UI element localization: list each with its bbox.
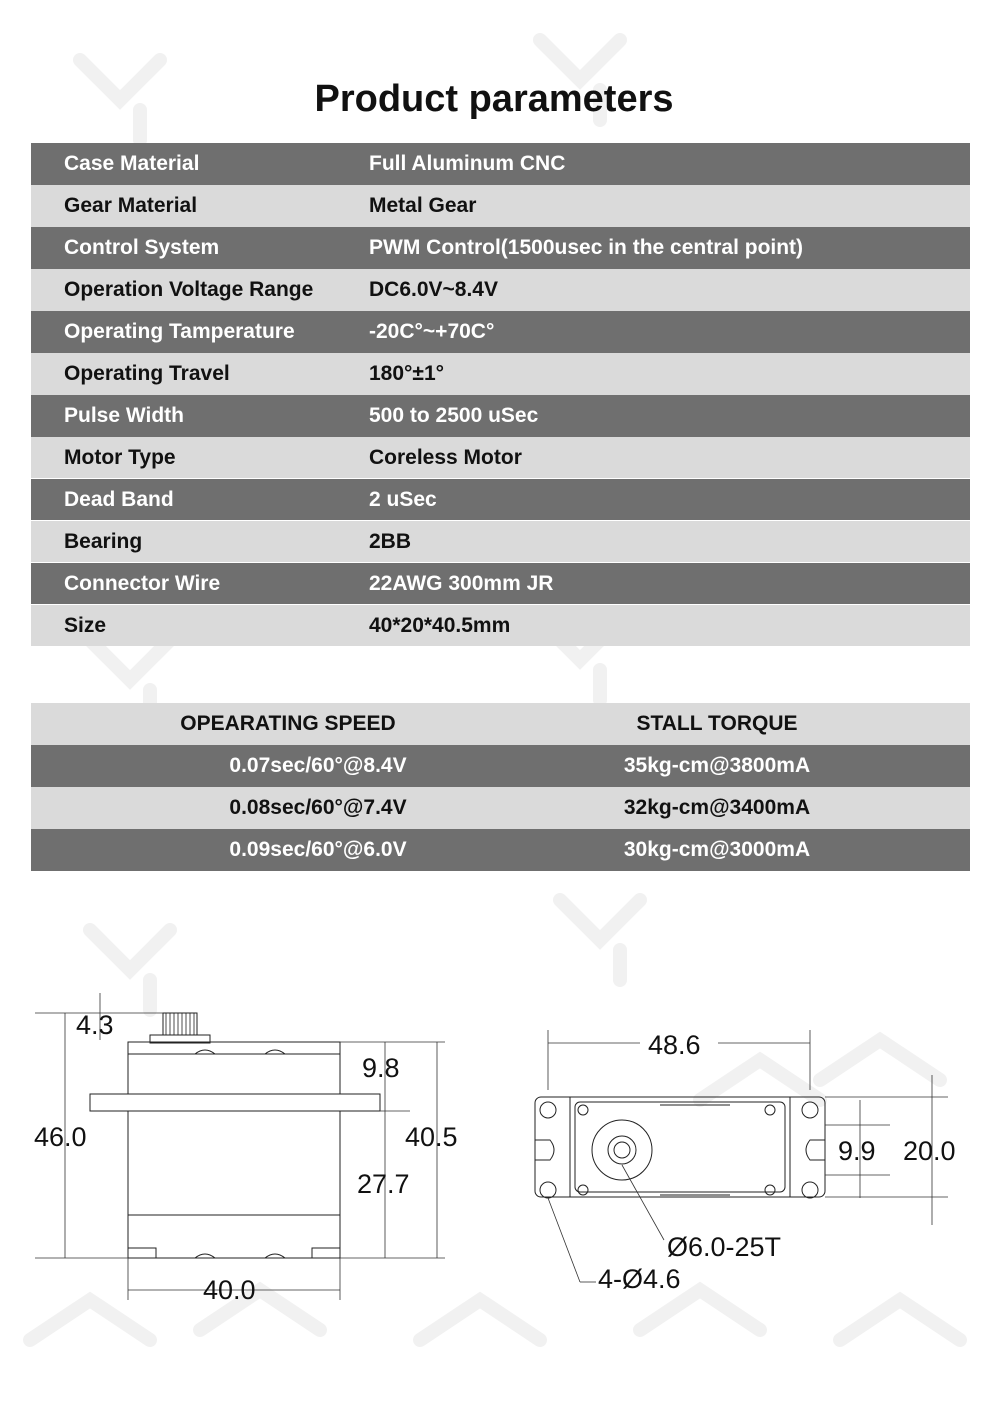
dim-top-width: 20.0 xyxy=(903,1136,956,1166)
param-value: -20C°~+70C° xyxy=(369,319,495,343)
param-label: Motor Type xyxy=(64,445,176,469)
dim-spline-spec: Ø6.0-25T xyxy=(667,1232,782,1262)
torque-value: 32kg-cm@3400mA xyxy=(623,795,811,819)
header-stall-torque: STALL TORQUE xyxy=(636,711,798,735)
param-label: Operating Travel xyxy=(64,361,230,385)
param-value: 2 uSec xyxy=(369,487,437,511)
param-label: Operation Voltage Range xyxy=(64,277,314,301)
param-label: Bearing xyxy=(64,529,143,553)
param-value: 22AWG 300mm JR xyxy=(369,571,554,595)
dim-flange-to-top: 9.8 xyxy=(362,1053,400,1083)
dim-flange-to-bottom: 27.7 xyxy=(357,1169,410,1199)
speed-value: 0.09sec/60°@6.0V xyxy=(229,837,407,861)
param-label: Case Material xyxy=(64,151,200,175)
mount-hole xyxy=(540,1102,556,1118)
param-label: Dead Band xyxy=(64,487,174,511)
dim-case-height: 40.5 xyxy=(405,1122,458,1152)
param-label: Gear Material xyxy=(64,193,198,217)
param-value: PWM Control(1500usec in the central point) xyxy=(369,235,804,259)
dim-mount-holes: 4-Ø4.6 xyxy=(598,1264,681,1294)
param-label: Pulse Width xyxy=(64,403,184,427)
param-value: Full Aluminum CNC xyxy=(369,151,566,175)
param-label: Size xyxy=(64,613,107,637)
speed-value: 0.07sec/60°@8.4V xyxy=(229,753,407,777)
output-shaft-circle xyxy=(592,1120,652,1180)
param-label: Control System xyxy=(64,235,220,259)
dim-total-height: 46.0 xyxy=(34,1122,87,1152)
param-label: Connector Wire xyxy=(64,571,221,595)
header-operating-speed: OPEARATING SPEED xyxy=(180,711,396,735)
param-value: 40*20*40.5mm xyxy=(369,613,511,637)
param-label: Operating Tamperature xyxy=(64,319,295,343)
speed-value: 0.08sec/60°@7.4V xyxy=(229,795,407,819)
dim-hole-spacing: 9.9 xyxy=(838,1136,876,1166)
param-value: Metal Gear xyxy=(369,193,477,217)
page-title: Product parameters xyxy=(314,78,674,120)
dim-overall-length: 48.6 xyxy=(648,1030,701,1060)
param-value: Coreless Motor xyxy=(369,445,522,469)
param-value: 180°±1° xyxy=(369,361,445,385)
param-value: 2BB xyxy=(369,529,412,553)
param-value: 500 to 2500 uSec xyxy=(369,403,539,427)
torque-value: 30kg-cm@3000mA xyxy=(623,837,811,861)
param-value: DC6.0V~8.4V xyxy=(369,277,498,301)
output-spline-shape xyxy=(163,1013,197,1035)
dim-width: 40.0 xyxy=(203,1275,256,1305)
torque-value: 35kg-cm@3800mA xyxy=(623,753,811,777)
dim-spline-height: 4.3 xyxy=(76,1010,114,1040)
